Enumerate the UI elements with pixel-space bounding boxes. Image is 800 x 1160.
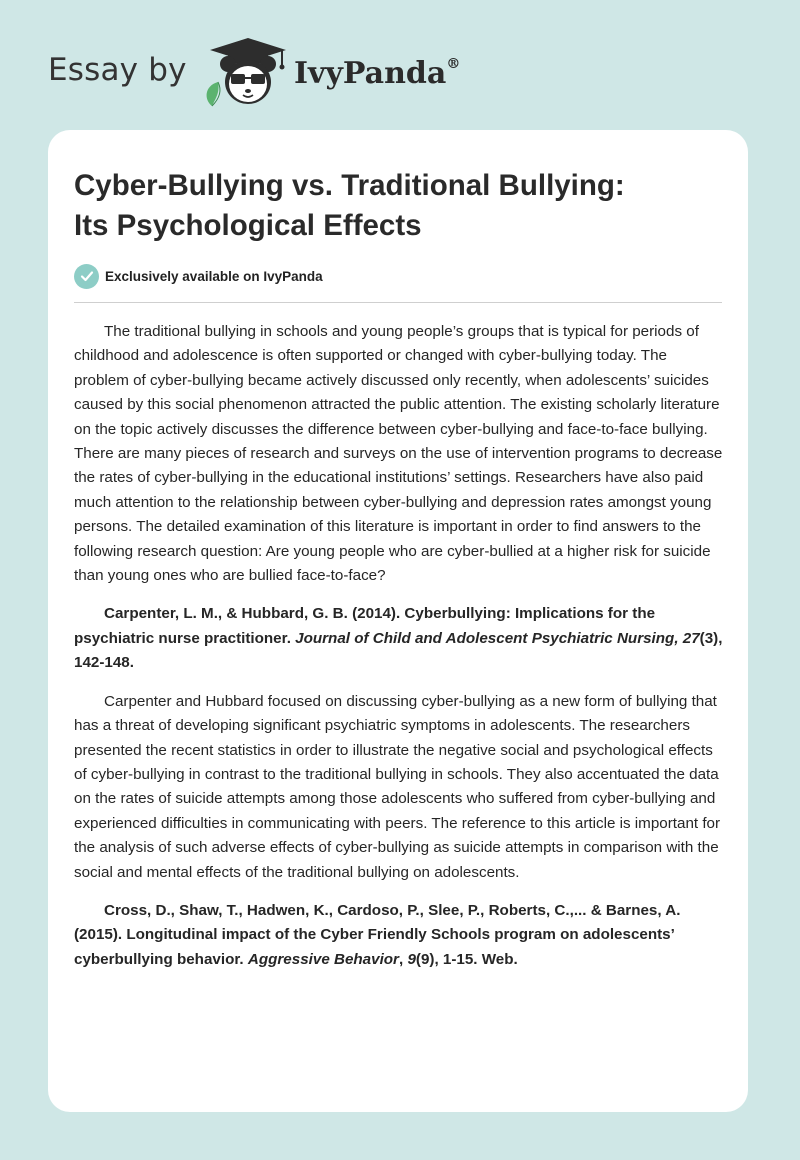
essay-by-label: Essay by: [48, 52, 187, 88]
exclusive-badge: [74, 263, 323, 289]
reference-cross: Cross, D., Shaw, T., Hadwen, K., Cardoso, P., Slee, P., Roberts, C.,... & Barnes, A. (2015). Longitudinal impact of the Cyber Friendly Schools program on adolescents’ cyberbullying behavior. Aggressive Behavior, 9(9), 1-15. Web.: [74, 901, 681, 968]
exclusive-badge-label: Exclusively available on IvyPanda: [105, 268, 323, 284]
paragraph-carpenter-summary: Carpenter and Hubbard focused on discussing cyber-bullying as a new form of bullying that has a threat of developing significant psychiatric symptoms in adolescents. The researchers presented the recent statistics in order to illustrate the negative social and psychological effects of cyber-bullying in contrast to the traditional bullying in schools. They also accentuated the data on the rates of suicide attempts among those adolescents who suffered from cyber-bullying and experienced difficulties in communicating with peers. The reference to this article is important for the analysis of such adverse effects of cyber-bullying as suicide attempts in comparison with the social and mental effects of the traditional bullying on adolescents.: [74, 692, 721, 881]
panda-logo-icon[interactable]: [198, 36, 290, 108]
checkmark-icon: [74, 264, 99, 289]
site-header: [48, 30, 748, 110]
article-card: [48, 130, 748, 1112]
divider: [74, 302, 722, 303]
article-body: [74, 320, 724, 986]
reference-carpenter: Carpenter, L. M., & Hubbard, G. B. (2014). Cyberbullying: Implications for the psychiatric nurse practitioner. Journal of Child and Adolescent Psychiatric Nursing, 27(3), 142-148.: [74, 605, 723, 672]
title-line-1: Cyber-Bullying vs. Traditional Bullying:: [74, 169, 625, 202]
registered-mark: ®: [446, 56, 461, 72]
paragraph-intro: The traditional bullying in schools and young people’s groups that is typical for periods of childhood and adolescence is often supported or changed with cyber-bullying today. The problem of cyber-bullying became actively discussed only recently, when adolescents’ suicides caused by this social phenomenon attracted the public attention. The existing scholarly literature on the topic actively discusses the difference between cyber-bullying and face-to-face bullying. There are many pieces of research and surveys on the use of intervention programs to decrease the rates of cyber-bullying in the educational institutions’ settings. Researchers have also paid much attention to the relationship between cyber-bullying and depression rates amongst young persons. The detailed examination of this literature is important in order to find answers to the following research question: Are young people who are cyber-bullied at a higher risk for suicide than young ones who are bullied face-to-face?: [74, 323, 723, 585]
title-line-2: Its Psychological Effects: [74, 209, 422, 242]
page-title: [74, 166, 724, 246]
brand-name[interactable]: IvyPanda®: [294, 56, 461, 91]
